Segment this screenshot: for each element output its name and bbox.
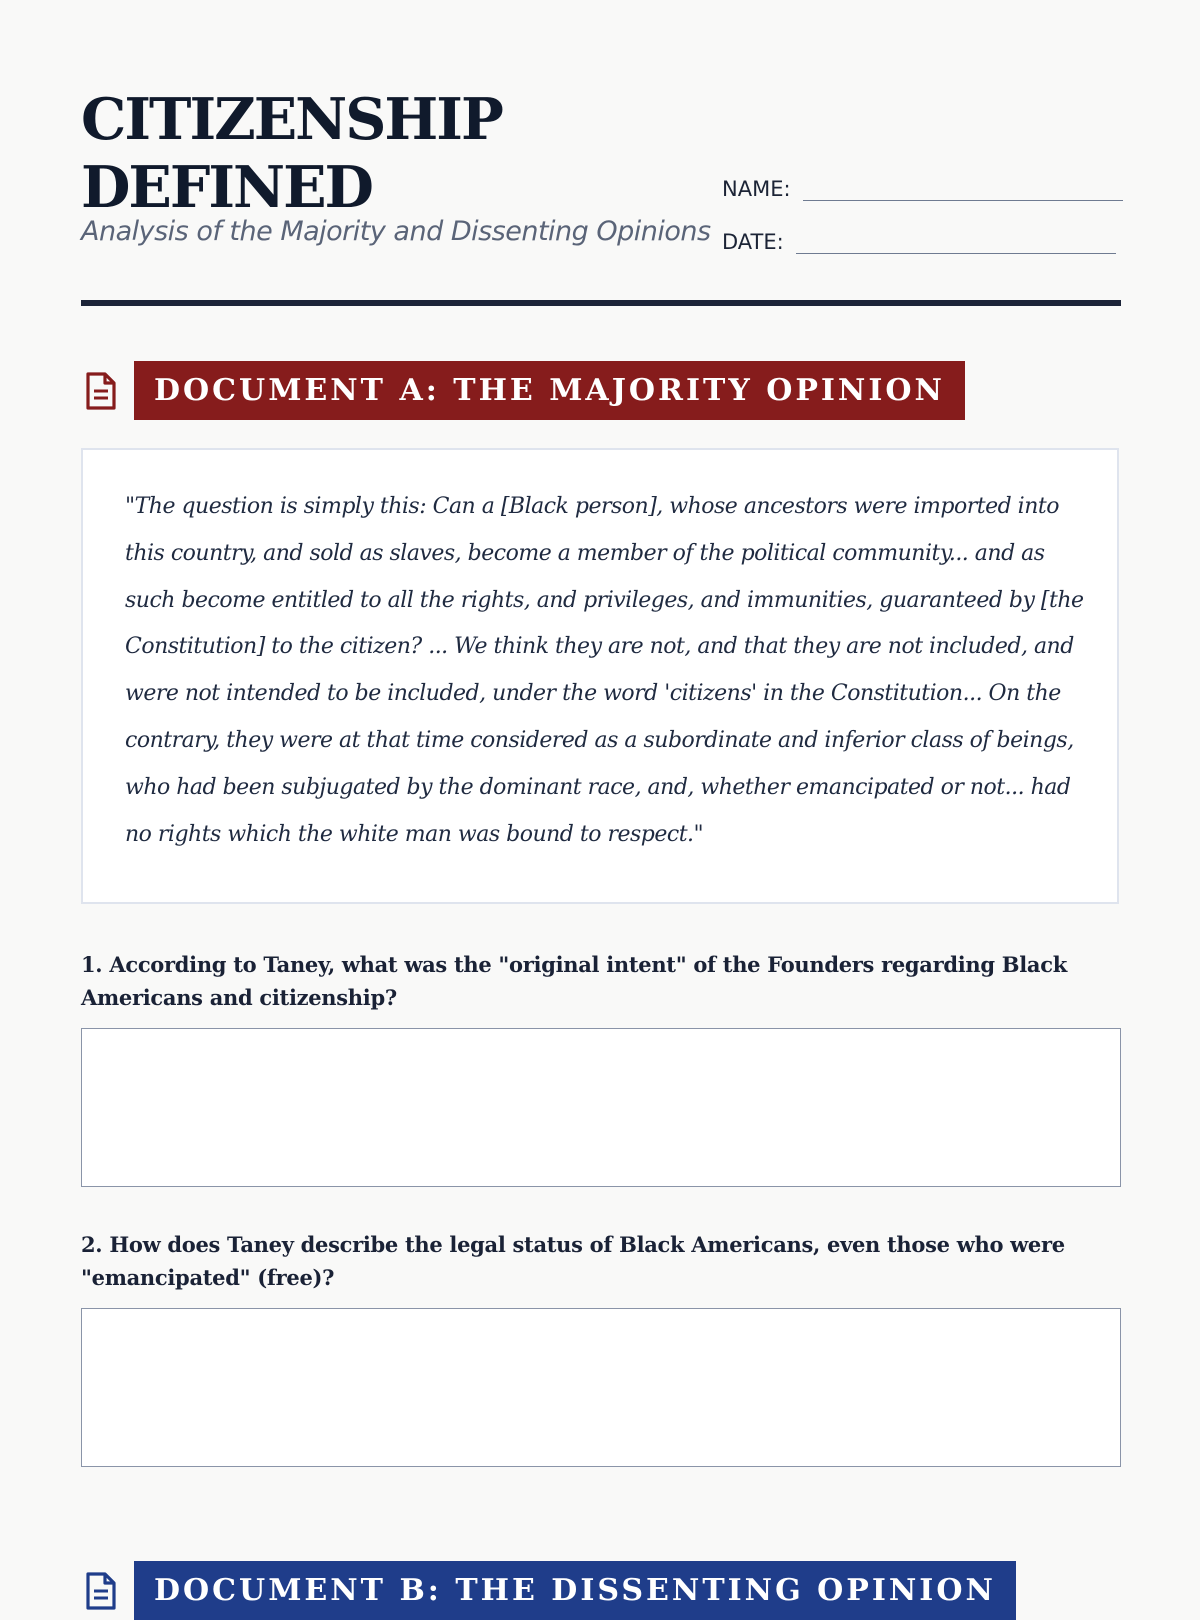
document-a-header <box>81 361 965 420</box>
document-icon <box>81 1571 121 1611</box>
document-icon <box>81 371 121 411</box>
date-input-line[interactable] <box>796 229 1116 254</box>
date-label: DATE: <box>722 230 784 254</box>
question-1: 1. According to Taney, what was the "original intent" of the Founders regarding Black Americans and citizenship? <box>81 952 1067 1010</box>
question-2: 2. How does Taney describe the legal status of Black Americans, even those who were "emancipated" (free)? <box>81 1232 1065 1290</box>
title-line-1: CITIZENSHIP <box>81 86 502 153</box>
name-input-line[interactable] <box>803 176 1123 201</box>
name-label: NAME: <box>722 177 791 201</box>
page-subtitle: Analysis of the Majority and Dissenting Opinions <box>81 216 711 247</box>
majority-opinion-quote: "The question is simply this: Can a [Black person], whose ancestors were imported into this country, and sold as slaves, become a member of the political community... and as such become entitled to all the rights, and privileges, and immunities, guaranteed by [the Constitution] to the citizen? ... We think they are not, and that they are not included, and were not intended to be included, under the word 'citizens' in the Constitution... On the contrary, they were at that time considered as a subordinate and inferior class of beings, who had been subjugated by the dominant race, and, whether emancipated or not... had no rights which the white man was bound to respect." <box>125 494 1084 847</box>
document-a-title: DOCUMENT A: THE MAJORITY OPINION <box>134 361 965 420</box>
name-field[interactable] <box>722 176 1123 201</box>
document-b-title: DOCUMENT B: THE DISSENTING OPINION <box>134 1561 1016 1620</box>
quote-box <box>81 448 1119 904</box>
answer-box-2[interactable] <box>81 1308 1121 1467</box>
date-field[interactable] <box>722 229 1116 254</box>
page-title <box>81 86 502 222</box>
header-divider <box>81 300 1121 306</box>
answer-box-1[interactable] <box>81 1028 1121 1187</box>
document-b-header <box>81 1561 1016 1620</box>
title-line-2: DEFINED <box>81 154 372 221</box>
